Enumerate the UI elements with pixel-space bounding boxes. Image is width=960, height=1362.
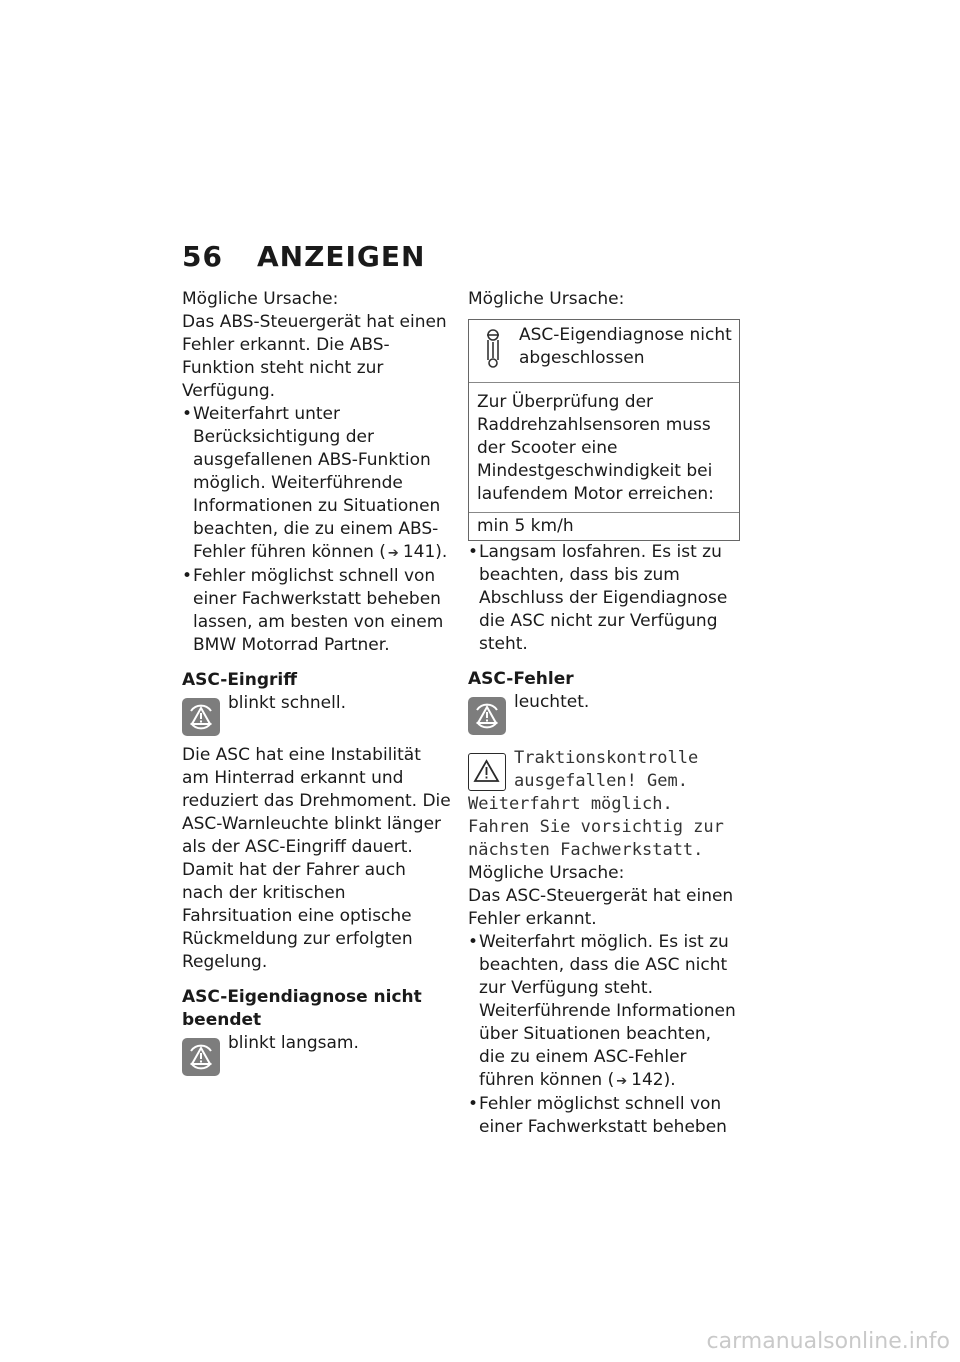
section-heading-asc-fehler: ASC-Fehler <box>468 669 574 689</box>
info-box-title: ASC-Eigendiagnose nicht abgeschlossen <box>519 325 732 368</box>
page-header <box>182 240 425 273</box>
info-box-body: Zur Überprüfung der Raddrehzahlsensoren muss der Scooter eine Mindestgeschwindigkeit bei laufendem Motor erreichen: <box>469 383 739 513</box>
diagnosis-info-box <box>468 319 740 541</box>
page-number: 56 <box>182 240 223 273</box>
list-item: • Fehler möglichst schnell von einer Fachwerkstatt beheben <box>468 1093 740 1139</box>
asc-warning-icon <box>468 697 506 735</box>
display-message <box>468 747 740 862</box>
status-text: blinkt schnell. <box>228 693 346 713</box>
cause-label: Mögliche Ursache: <box>468 289 625 309</box>
page-reference-link[interactable]: 141). <box>402 542 448 562</box>
display-text: Weiterfahrt möglich. Fahren Sie vorsichtig zur nächsten Fachwerkstatt. <box>468 794 724 860</box>
diagnose-bullets <box>468 541 740 656</box>
page-reference-link[interactable]: 142). <box>631 1070 676 1090</box>
right-column <box>468 288 740 1139</box>
reference-arrow-icon: ➔ <box>387 546 399 561</box>
list-item: • Weiterfahrt möglich. Es ist zu beachten, dass die ASC nicht zur Verfügung steht. Weiterführende Informationen über Situationen beachten, die zu einem ASC-Fehler führen können ( ➔ 142). <box>468 931 740 1093</box>
reference-arrow-icon: ➔ <box>616 1074 628 1089</box>
display-line-1: Traktionskontrolle <box>514 748 699 768</box>
section-heading-asc-diagnose: ASC-Eigendiagnose nicht beendet <box>182 987 422 1030</box>
cause-text: Das ASC-Steuergerät hat einen Fehler erkannt. <box>468 886 734 929</box>
asc-fehler-indicator <box>468 691 740 735</box>
status-text: leuchtet. <box>514 692 590 712</box>
list-item: • Weiterfahrt unter Berücksichtigung der ausgefallenen ABS-Funktion möglich. Weiterführende Informationen zu Situationen beachten, die zu einem ABS-Fehler führen können ( ➔ 141). <box>182 403 452 565</box>
asc-warning-icon <box>182 698 220 736</box>
list-item: • Fehler möglichst schnell von einer Fachwerkstatt beheben lassen, am besten von einem BMW Motorrad Partner. <box>182 565 452 657</box>
info-box-value: min 5 km/h <box>477 516 574 536</box>
cause-text: Das ABS-Steuergerät hat einen Fehler erkannt. Die ABS-Funktion steht nicht zur Verfügung. <box>182 312 447 401</box>
gauge-pin-icon <box>483 328 503 375</box>
section-heading-asc-eingriff: ASC-Eingriff <box>182 670 298 690</box>
cause-label: Mögliche Ursache: <box>182 289 339 309</box>
watermark: carmanualsonline.info <box>706 1329 950 1354</box>
asc-warning-outline-icon <box>468 753 506 791</box>
abs-bullets <box>182 403 452 657</box>
list-item: • Langsam losfahren. Es ist zu beachten, dass bis zum Abschluss der Eigendiagnose die ASC nicht zur Verfügung steht. <box>468 541 740 656</box>
display-line-2: ausgefallen! Gem. <box>514 771 688 791</box>
page-title: ANZEIGEN <box>256 240 426 273</box>
asc-fehler-bullets <box>468 931 740 1139</box>
left-column <box>182 288 452 1076</box>
asc-eingriff-indicator <box>182 692 452 736</box>
asc-diagnose-indicator <box>182 1032 452 1076</box>
asc-eingriff-description: Die ASC hat eine Instabilität am Hinterrad erkannt und reduziert das Drehmoment. Die ASC-Warnleuchte blinkt länger als der ASC-Eingriff dauert. Damit hat der Fahrer auch nach der kritischen Fahrsituation eine optische Rückmeldung zur erfolgten Regelung. <box>182 745 451 972</box>
cause-label: Mögliche Ursache: <box>468 863 625 883</box>
asc-warning-icon <box>182 1038 220 1076</box>
status-text: blinkt langsam. <box>228 1033 359 1053</box>
info-box-header <box>469 320 739 383</box>
